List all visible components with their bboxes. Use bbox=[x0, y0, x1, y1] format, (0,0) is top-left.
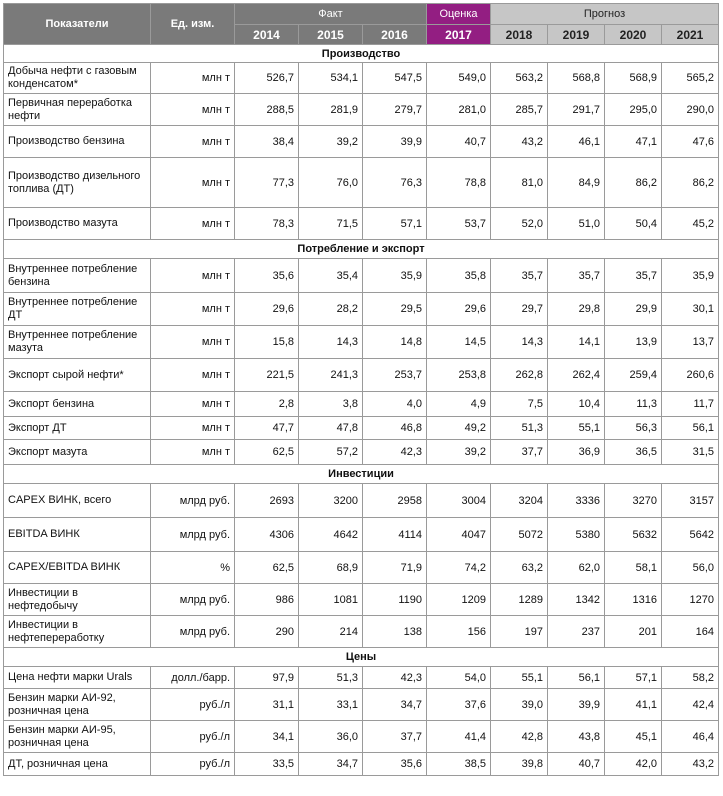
value-cell-2019: 35,7 bbox=[548, 259, 605, 293]
value-cell-2016: 279,7 bbox=[363, 94, 427, 126]
year-2021-header: 2021 bbox=[662, 25, 719, 45]
value-cell-2016: 57,1 bbox=[363, 208, 427, 240]
row-unit: млн т bbox=[151, 158, 235, 208]
value-cell-2014: 35,6 bbox=[235, 259, 299, 293]
value-cell-2015: 51,3 bbox=[299, 667, 363, 689]
row-unit: млрд руб. bbox=[151, 584, 235, 616]
value-cell-2021: 56,1 bbox=[662, 417, 719, 440]
year-2016-header: 2016 bbox=[363, 25, 427, 45]
value-cell-2018: 285,7 bbox=[491, 94, 548, 126]
value-cell-2014: 97,9 bbox=[235, 667, 299, 689]
value-cell-2018: 51,3 bbox=[491, 417, 548, 440]
value-cell-2016: 71,9 bbox=[363, 552, 427, 584]
row-unit: млн т bbox=[151, 259, 235, 293]
value-cell-2017: 14,5 bbox=[427, 326, 491, 359]
year-2019-header: 2019 bbox=[548, 25, 605, 45]
value-cell-2015: 1081 bbox=[299, 584, 363, 616]
value-cell-2021: 45,2 bbox=[662, 208, 719, 240]
row-unit: руб./л bbox=[151, 689, 235, 721]
value-cell-2020: 3270 bbox=[605, 484, 662, 518]
value-cell-2019: 1342 bbox=[548, 584, 605, 616]
value-cell-2016: 547,5 bbox=[363, 63, 427, 94]
section-row bbox=[4, 465, 719, 484]
table-row bbox=[4, 126, 719, 158]
row-label: ДТ, розничная цена bbox=[4, 753, 151, 776]
row-unit: млн т bbox=[151, 126, 235, 158]
value-cell-2018: 42,8 bbox=[491, 721, 548, 753]
table-row bbox=[4, 584, 719, 616]
value-cell-2021: 11,7 bbox=[662, 392, 719, 417]
value-cell-2020: 11,3 bbox=[605, 392, 662, 417]
value-cell-2015: 241,3 bbox=[299, 359, 363, 392]
value-cell-2016: 4,0 bbox=[363, 392, 427, 417]
section-title: Инвестиции bbox=[4, 465, 719, 484]
row-label: Внутреннее потребление мазута bbox=[4, 326, 151, 359]
row-label: Внутреннее потребление ДТ bbox=[4, 293, 151, 326]
value-cell-2020: 47,1 bbox=[605, 126, 662, 158]
value-cell-2021: 47,6 bbox=[662, 126, 719, 158]
value-cell-2020: 201 bbox=[605, 616, 662, 648]
row-unit: млн т bbox=[151, 392, 235, 417]
value-cell-2020: 58,1 bbox=[605, 552, 662, 584]
table-row bbox=[4, 552, 719, 584]
row-label: Цена нефти марки Urals bbox=[4, 667, 151, 689]
table-row bbox=[4, 63, 719, 94]
year-2017-header: 2017 bbox=[427, 25, 491, 45]
value-cell-2021: 164 bbox=[662, 616, 719, 648]
value-cell-2016: 138 bbox=[363, 616, 427, 648]
row-unit: млн т bbox=[151, 208, 235, 240]
value-cell-2018: 7,5 bbox=[491, 392, 548, 417]
value-cell-2015: 68,9 bbox=[299, 552, 363, 584]
value-cell-2017: 40,7 bbox=[427, 126, 491, 158]
row-unit: млн т bbox=[151, 359, 235, 392]
value-cell-2020: 568,9 bbox=[605, 63, 662, 94]
section-row bbox=[4, 648, 719, 667]
table-row bbox=[4, 293, 719, 326]
table-row bbox=[4, 417, 719, 440]
value-cell-2016: 14,8 bbox=[363, 326, 427, 359]
value-cell-2017: 39,2 bbox=[427, 440, 491, 465]
value-cell-2016: 35,9 bbox=[363, 259, 427, 293]
value-cell-2015: 28,2 bbox=[299, 293, 363, 326]
value-cell-2017: 29,6 bbox=[427, 293, 491, 326]
value-cell-2016: 253,7 bbox=[363, 359, 427, 392]
value-cell-2019: 29,8 bbox=[548, 293, 605, 326]
row-label: EBITDA ВИНК bbox=[4, 518, 151, 552]
value-cell-2021: 35,9 bbox=[662, 259, 719, 293]
table-row bbox=[4, 484, 719, 518]
value-cell-2020: 29,9 bbox=[605, 293, 662, 326]
value-cell-2014: 31,1 bbox=[235, 689, 299, 721]
value-cell-2014: 290 bbox=[235, 616, 299, 648]
row-unit: руб./л bbox=[151, 721, 235, 753]
value-cell-2015: 33,1 bbox=[299, 689, 363, 721]
value-cell-2015: 34,7 bbox=[299, 753, 363, 776]
section-title: Производство bbox=[4, 45, 719, 63]
value-cell-2018: 52,0 bbox=[491, 208, 548, 240]
value-cell-2015: 47,8 bbox=[299, 417, 363, 440]
value-cell-2018: 29,7 bbox=[491, 293, 548, 326]
value-cell-2014: 77,3 bbox=[235, 158, 299, 208]
value-cell-2021: 46,4 bbox=[662, 721, 719, 753]
value-cell-2015: 35,4 bbox=[299, 259, 363, 293]
table-row bbox=[4, 616, 719, 648]
value-cell-2014: 33,5 bbox=[235, 753, 299, 776]
value-cell-2019: 3336 bbox=[548, 484, 605, 518]
value-cell-2017: 253,8 bbox=[427, 359, 491, 392]
value-cell-2014: 38,4 bbox=[235, 126, 299, 158]
row-label: Экспорт ДТ bbox=[4, 417, 151, 440]
value-cell-2016: 46,8 bbox=[363, 417, 427, 440]
value-cell-2018: 3204 bbox=[491, 484, 548, 518]
value-cell-2014: 47,7 bbox=[235, 417, 299, 440]
value-cell-2017: 35,8 bbox=[427, 259, 491, 293]
value-cell-2018: 37,7 bbox=[491, 440, 548, 465]
value-cell-2017: 1209 bbox=[427, 584, 491, 616]
value-cell-2017: 281,0 bbox=[427, 94, 491, 126]
table-row bbox=[4, 158, 719, 208]
value-cell-2017: 74,2 bbox=[427, 552, 491, 584]
value-cell-2016: 4114 bbox=[363, 518, 427, 552]
value-cell-2017: 53,7 bbox=[427, 208, 491, 240]
value-cell-2021: 86,2 bbox=[662, 158, 719, 208]
value-cell-2018: 14,3 bbox=[491, 326, 548, 359]
value-cell-2019: 43,8 bbox=[548, 721, 605, 753]
value-cell-2018: 63,2 bbox=[491, 552, 548, 584]
value-cell-2018: 5072 bbox=[491, 518, 548, 552]
value-cell-2017: 38,5 bbox=[427, 753, 491, 776]
value-cell-2021: 42,4 bbox=[662, 689, 719, 721]
row-unit: млрд руб. bbox=[151, 518, 235, 552]
value-cell-2014: 15,8 bbox=[235, 326, 299, 359]
row-unit: млн т bbox=[151, 293, 235, 326]
value-cell-2015: 214 bbox=[299, 616, 363, 648]
table-row bbox=[4, 392, 719, 417]
value-cell-2021: 43,2 bbox=[662, 753, 719, 776]
table-row bbox=[4, 208, 719, 240]
value-cell-2019: 291,7 bbox=[548, 94, 605, 126]
year-2015-header: 2015 bbox=[299, 25, 363, 45]
value-cell-2014: 526,7 bbox=[235, 63, 299, 94]
value-cell-2020: 295,0 bbox=[605, 94, 662, 126]
year-2014-header: 2014 bbox=[235, 25, 299, 45]
row-label: Экспорт сырой нефти* bbox=[4, 359, 151, 392]
row-label: Первичная переработка нефти bbox=[4, 94, 151, 126]
value-cell-2019: 568,8 bbox=[548, 63, 605, 94]
value-cell-2020: 36,5 bbox=[605, 440, 662, 465]
value-cell-2016: 29,5 bbox=[363, 293, 427, 326]
value-cell-2018: 55,1 bbox=[491, 667, 548, 689]
value-cell-2016: 76,3 bbox=[363, 158, 427, 208]
row-label: Производство бензина bbox=[4, 126, 151, 158]
value-cell-2020: 56,3 bbox=[605, 417, 662, 440]
oil-indicators-table bbox=[3, 3, 719, 776]
value-cell-2019: 36,9 bbox=[548, 440, 605, 465]
table-row bbox=[4, 518, 719, 552]
value-cell-2014: 62,5 bbox=[235, 552, 299, 584]
value-cell-2020: 57,1 bbox=[605, 667, 662, 689]
value-cell-2021: 58,2 bbox=[662, 667, 719, 689]
section-title: Потребление и экспорт bbox=[4, 240, 719, 259]
year-2020-header: 2020 bbox=[605, 25, 662, 45]
value-cell-2019: 262,4 bbox=[548, 359, 605, 392]
value-cell-2020: 86,2 bbox=[605, 158, 662, 208]
row-label: Инвестиции в нефтедобычу bbox=[4, 584, 151, 616]
year-2018-header: 2018 bbox=[491, 25, 548, 45]
value-cell-2017: 37,6 bbox=[427, 689, 491, 721]
table-row bbox=[4, 359, 719, 392]
row-label: Производство дизельного топлива (ДТ) bbox=[4, 158, 151, 208]
value-cell-2016: 1190 bbox=[363, 584, 427, 616]
section-row bbox=[4, 45, 719, 63]
value-cell-2019: 5380 bbox=[548, 518, 605, 552]
value-cell-2021: 3157 bbox=[662, 484, 719, 518]
row-label: Бензин марки АИ-95, розничная цена bbox=[4, 721, 151, 753]
value-cell-2017: 4,9 bbox=[427, 392, 491, 417]
row-unit: млн т bbox=[151, 417, 235, 440]
table-row bbox=[4, 259, 719, 293]
value-cell-2016: 42,3 bbox=[363, 667, 427, 689]
row-unit: млн т bbox=[151, 63, 235, 94]
value-cell-2020: 41,1 bbox=[605, 689, 662, 721]
row-label: CAPEX ВИНК, всего bbox=[4, 484, 151, 518]
value-cell-2014: 986 bbox=[235, 584, 299, 616]
value-cell-2021: 290,0 bbox=[662, 94, 719, 126]
value-cell-2020: 1316 bbox=[605, 584, 662, 616]
value-cell-2019: 39,9 bbox=[548, 689, 605, 721]
value-cell-2019: 51,0 bbox=[548, 208, 605, 240]
value-cell-2021: 13,7 bbox=[662, 326, 719, 359]
value-cell-2018: 39,8 bbox=[491, 753, 548, 776]
value-cell-2014: 288,5 bbox=[235, 94, 299, 126]
section-title: Цены bbox=[4, 648, 719, 667]
value-cell-2015: 281,9 bbox=[299, 94, 363, 126]
value-cell-2016: 34,7 bbox=[363, 689, 427, 721]
estimate-header: Оценка bbox=[427, 4, 491, 25]
value-cell-2021: 260,6 bbox=[662, 359, 719, 392]
value-cell-2017: 3004 bbox=[427, 484, 491, 518]
value-cell-2016: 37,7 bbox=[363, 721, 427, 753]
table-row bbox=[4, 326, 719, 359]
row-unit: млн т bbox=[151, 326, 235, 359]
value-cell-2017: 54,0 bbox=[427, 667, 491, 689]
row-unit: % bbox=[151, 552, 235, 584]
value-cell-2018: 39,0 bbox=[491, 689, 548, 721]
value-cell-2021: 31,5 bbox=[662, 440, 719, 465]
row-label: Инвестиции в нефтепереработку bbox=[4, 616, 151, 648]
value-cell-2018: 262,8 bbox=[491, 359, 548, 392]
row-label: CAPEX/EBITDA ВИНК bbox=[4, 552, 151, 584]
value-cell-2019: 46,1 bbox=[548, 126, 605, 158]
value-cell-2017: 156 bbox=[427, 616, 491, 648]
value-cell-2015: 3,8 bbox=[299, 392, 363, 417]
value-cell-2018: 43,2 bbox=[491, 126, 548, 158]
value-cell-2014: 62,5 bbox=[235, 440, 299, 465]
value-cell-2016: 35,6 bbox=[363, 753, 427, 776]
value-cell-2014: 29,6 bbox=[235, 293, 299, 326]
value-cell-2015: 14,3 bbox=[299, 326, 363, 359]
row-unit: руб./л bbox=[151, 753, 235, 776]
value-cell-2020: 45,1 bbox=[605, 721, 662, 753]
row-unit: млрд руб. bbox=[151, 484, 235, 518]
value-cell-2020: 42,0 bbox=[605, 753, 662, 776]
indicators-header: Показатели bbox=[4, 4, 151, 45]
value-cell-2014: 2,8 bbox=[235, 392, 299, 417]
value-cell-2018: 1289 bbox=[491, 584, 548, 616]
table-row bbox=[4, 440, 719, 465]
value-cell-2015: 39,2 bbox=[299, 126, 363, 158]
value-cell-2020: 259,4 bbox=[605, 359, 662, 392]
value-cell-2021: 5642 bbox=[662, 518, 719, 552]
row-label: Внутреннее потребление бензина bbox=[4, 259, 151, 293]
value-cell-2014: 78,3 bbox=[235, 208, 299, 240]
value-cell-2014: 4306 bbox=[235, 518, 299, 552]
value-cell-2016: 39,9 bbox=[363, 126, 427, 158]
value-cell-2015: 76,0 bbox=[299, 158, 363, 208]
unit-header: Ед. изм. bbox=[151, 4, 235, 45]
table-row bbox=[4, 721, 719, 753]
value-cell-2015: 3200 bbox=[299, 484, 363, 518]
value-cell-2017: 41,4 bbox=[427, 721, 491, 753]
row-label: Бензин марки АИ-92, розничная цена bbox=[4, 689, 151, 721]
value-cell-2019: 56,1 bbox=[548, 667, 605, 689]
value-cell-2018: 563,2 bbox=[491, 63, 548, 94]
value-cell-2015: 4642 bbox=[299, 518, 363, 552]
value-cell-2019: 40,7 bbox=[548, 753, 605, 776]
value-cell-2021: 1270 bbox=[662, 584, 719, 616]
value-cell-2018: 81,0 bbox=[491, 158, 548, 208]
value-cell-2017: 549,0 bbox=[427, 63, 491, 94]
value-cell-2017: 4047 bbox=[427, 518, 491, 552]
table-row bbox=[4, 689, 719, 721]
value-cell-2021: 56,0 bbox=[662, 552, 719, 584]
row-unit: млн т bbox=[151, 440, 235, 465]
row-label: Экспорт бензина bbox=[4, 392, 151, 417]
value-cell-2016: 42,3 bbox=[363, 440, 427, 465]
value-cell-2018: 35,7 bbox=[491, 259, 548, 293]
value-cell-2017: 49,2 bbox=[427, 417, 491, 440]
value-cell-2014: 34,1 bbox=[235, 721, 299, 753]
value-cell-2021: 30,1 bbox=[662, 293, 719, 326]
value-cell-2019: 237 bbox=[548, 616, 605, 648]
value-cell-2020: 50,4 bbox=[605, 208, 662, 240]
value-cell-2020: 35,7 bbox=[605, 259, 662, 293]
section-row bbox=[4, 240, 719, 259]
row-unit: долл./барр. bbox=[151, 667, 235, 689]
value-cell-2017: 78,8 bbox=[427, 158, 491, 208]
table-row bbox=[4, 667, 719, 689]
forecast-header: Прогноз bbox=[491, 4, 719, 25]
table-row bbox=[4, 753, 719, 776]
value-cell-2015: 36,0 bbox=[299, 721, 363, 753]
value-cell-2014: 2693 bbox=[235, 484, 299, 518]
value-cell-2015: 57,2 bbox=[299, 440, 363, 465]
value-cell-2015: 71,5 bbox=[299, 208, 363, 240]
value-cell-2019: 84,9 bbox=[548, 158, 605, 208]
value-cell-2019: 14,1 bbox=[548, 326, 605, 359]
value-cell-2016: 2958 bbox=[363, 484, 427, 518]
row-unit: млрд руб. bbox=[151, 616, 235, 648]
value-cell-2015: 534,1 bbox=[299, 63, 363, 94]
row-label: Экспорт мазута bbox=[4, 440, 151, 465]
row-label: Добыча нефти с газовым конденсатом* bbox=[4, 63, 151, 94]
value-cell-2018: 197 bbox=[491, 616, 548, 648]
value-cell-2020: 13,9 bbox=[605, 326, 662, 359]
value-cell-2019: 62,0 bbox=[548, 552, 605, 584]
value-cell-2020: 5632 bbox=[605, 518, 662, 552]
forecast-table-container bbox=[3, 3, 719, 776]
row-label: Производство мазута bbox=[4, 208, 151, 240]
table-row bbox=[4, 94, 719, 126]
value-cell-2014: 221,5 bbox=[235, 359, 299, 392]
value-cell-2021: 565,2 bbox=[662, 63, 719, 94]
row-unit: млн т bbox=[151, 94, 235, 126]
value-cell-2019: 10,4 bbox=[548, 392, 605, 417]
fact-header: Факт bbox=[235, 4, 427, 25]
value-cell-2019: 55,1 bbox=[548, 417, 605, 440]
